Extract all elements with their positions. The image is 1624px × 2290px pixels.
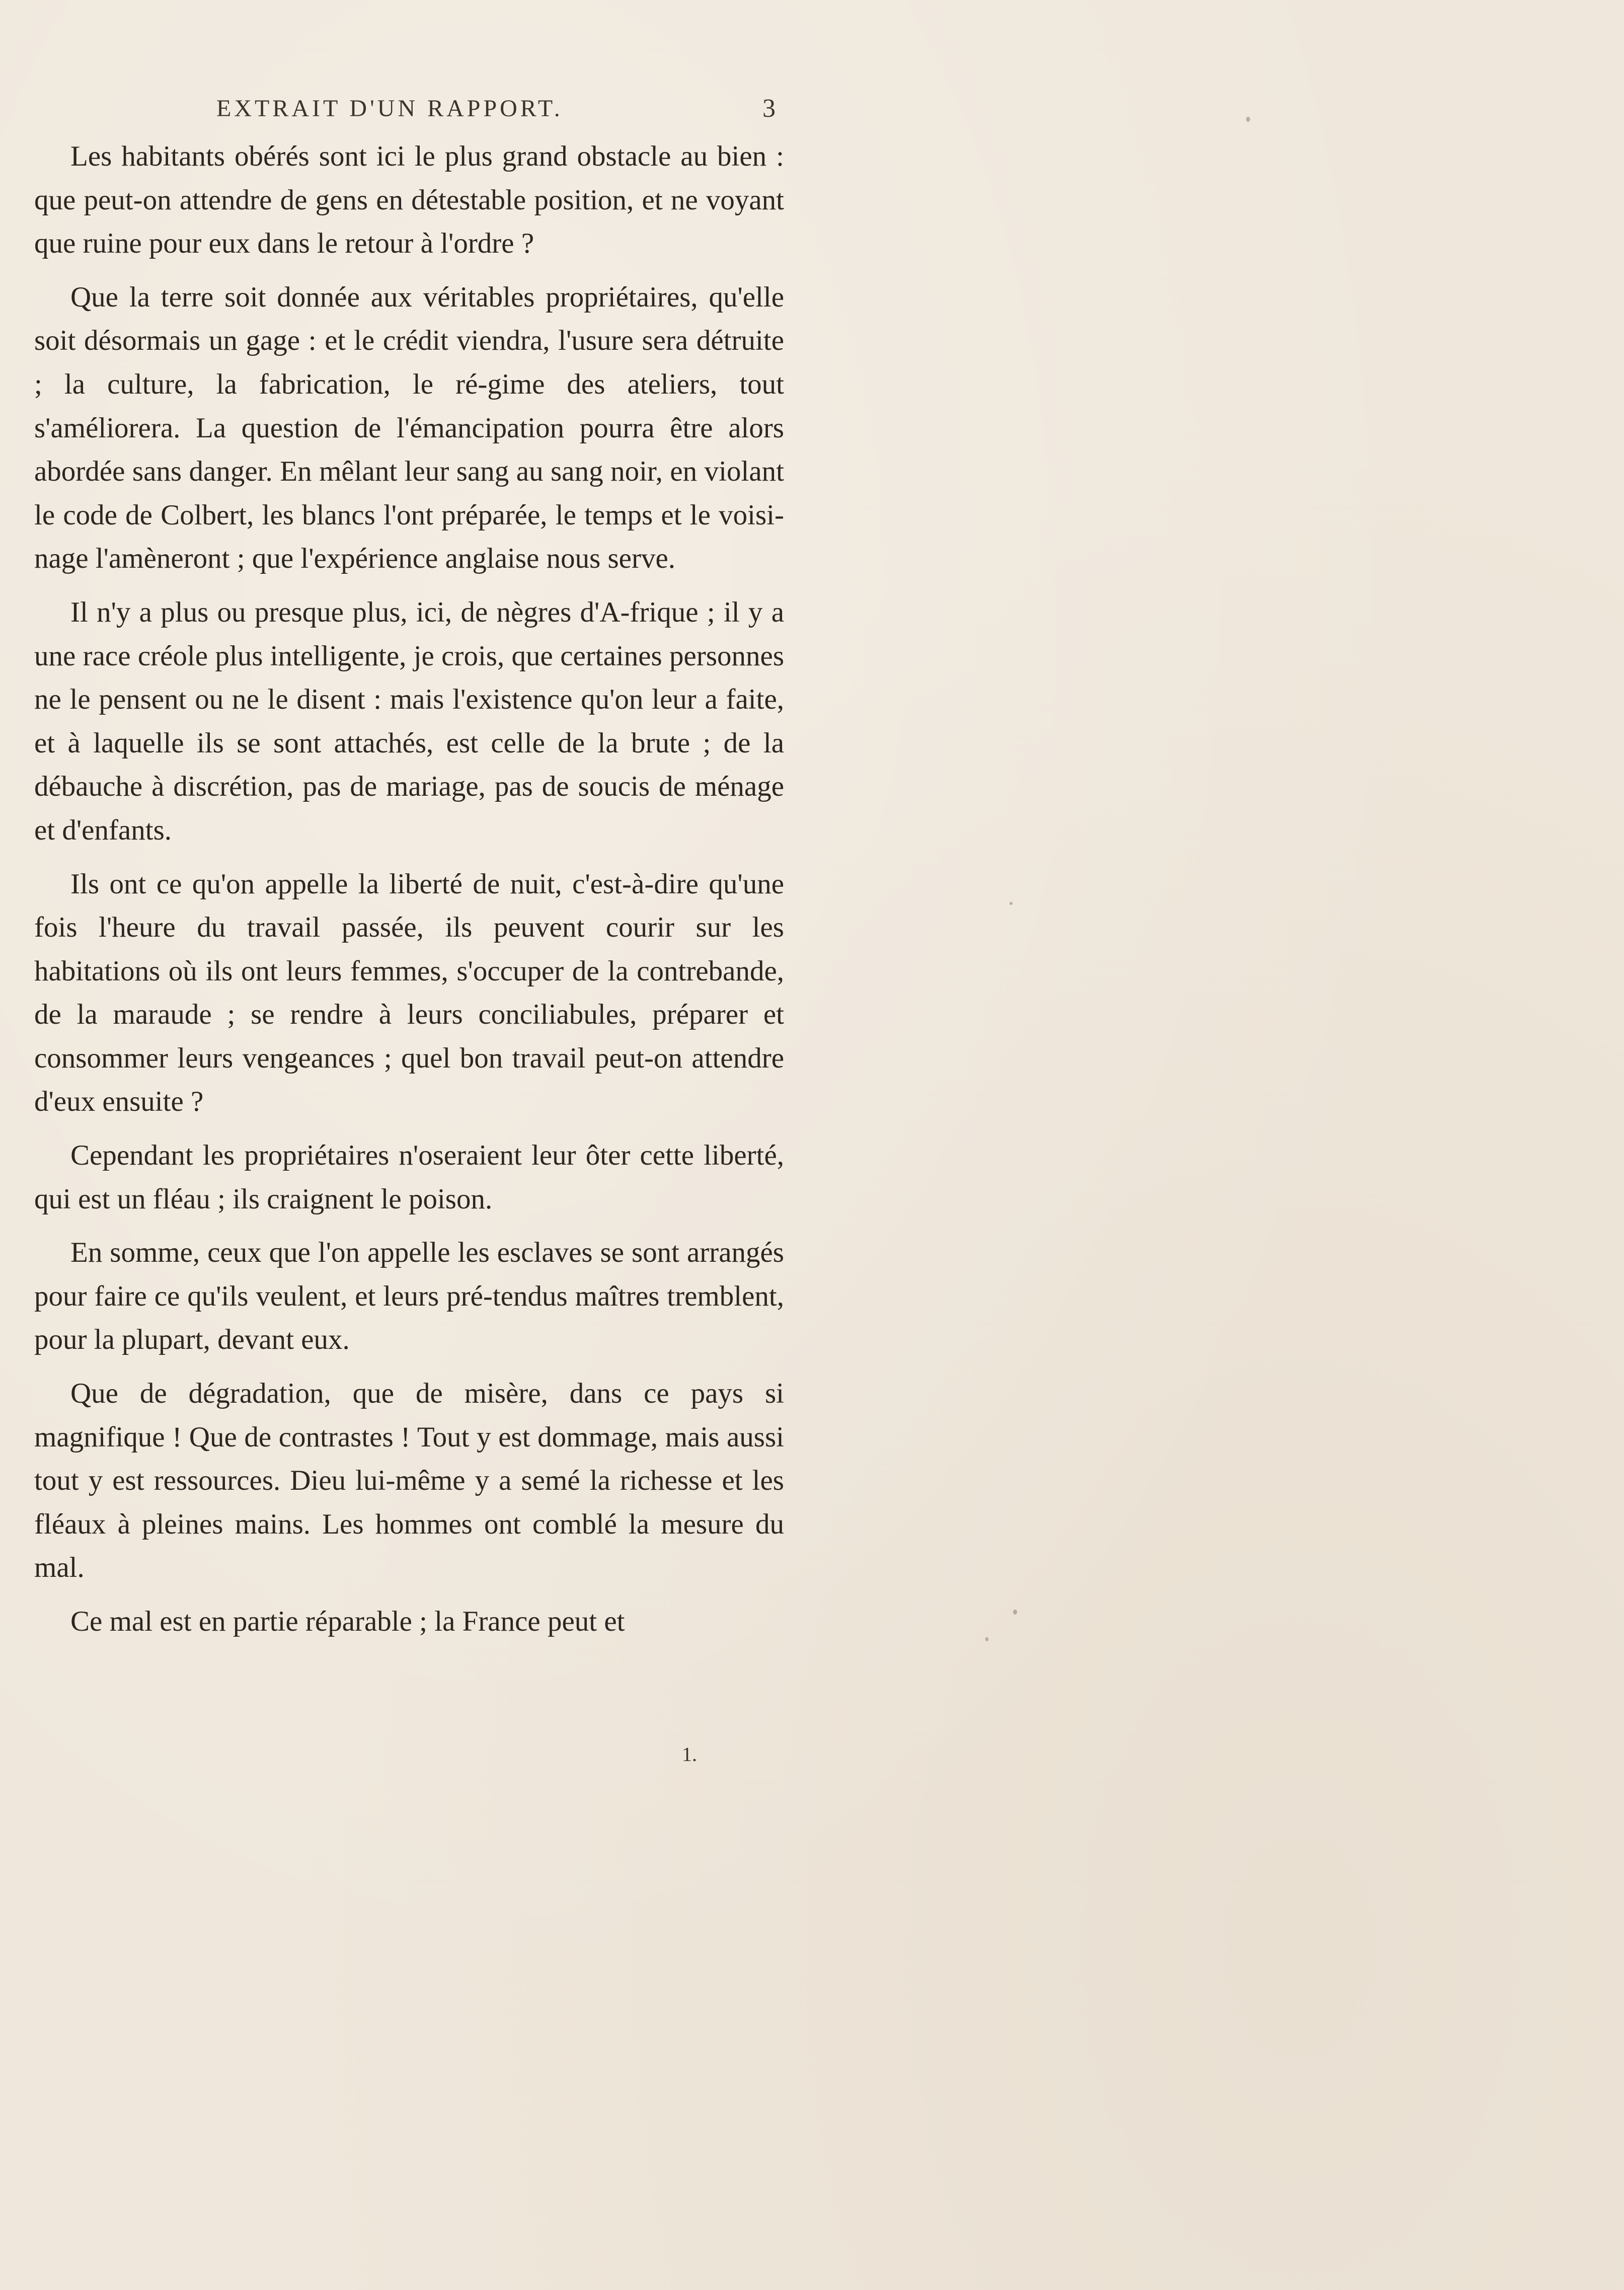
paragraph: Que la terre soit donnée aux véritables propriétaires, qu'elle soit désormais un gage : et le crédit viendra, l'usure sera détruite ; la culture, la fabrication, le ré-gime des ateliers, tout s'améliorera. La question de l'émancipation pourra être alors abordée sans danger. En mêlant leur sang au sang noir, en violant le code de Colbert, les blancs l'ont préparée, le temps et le voisi-nage l'amèneront ; que l'expérience anglaise nous serve. bbox=[34, 281, 784, 575]
page-number: 3 bbox=[762, 94, 776, 123]
paper-speck bbox=[985, 1637, 988, 1641]
paragraph: Il n'y a plus ou presque plus, ici, de nègres d'A-frique ; il y a une race créole plus intelligente, je crois, que certaines personnes ne le pensent ou ne le disent : mais l'existence qu'on leur a faite, et à laquelle ils se sont attachés, est celle de la brute ; de la débauche à discrétion, pas de mariage, pas de soucis de ménage et d'enfants. bbox=[34, 596, 784, 846]
paper-speck bbox=[1010, 902, 1013, 905]
signature-mark: 1. bbox=[682, 1743, 697, 1766]
paper-speck bbox=[1013, 1610, 1017, 1615]
running-head: EXTRAIT D'UN RAPPORT. bbox=[216, 95, 563, 122]
body-text bbox=[34, 135, 784, 1654]
paragraph: Que de dégradation, que de misère, dans ce pays si magnifique ! Que de contrastes ! Tout y est dommage, mais aussi tout y est ressources. Dieu lui-même y a semé la richesse et les fléaux à pleines mains. Les hommes ont comblé la mesure du mal. bbox=[34, 1378, 784, 1584]
paragraph: Ce mal est en partie réparable ; la France peut et bbox=[70, 1606, 625, 1637]
paragraph: Ils ont ce qu'on appelle la liberté de nuit, c'est-à-dire qu'une fois l'heure du travail passée, ils peuvent courir sur les habitations où ils ont leurs femmes, s'occuper de la contrebande, de la maraude ; se rendre à leurs conciliabules, préparer et consommer leurs vengeances ; quel bon travail peut-on attendre d'eux ensuite ? bbox=[34, 868, 784, 1118]
paragraph: Cependant les propriétaires n'oseraient leur ôter cette liberté, qui est un fléau ; ils craignent le poison. bbox=[34, 1139, 784, 1215]
paragraph: En somme, ceux que l'on appelle les esclaves se sont arrangés pour faire ce qu'ils veulent, et leurs pré-tendus maîtres tremblent, pour la plupart, devant eux. bbox=[34, 1237, 784, 1356]
paper-speck bbox=[1246, 117, 1250, 122]
paragraph: Les habitants obérés sont ici le plus grand obstacle au bien : que peut-on attendre de gens en détestable position, et ne voyant que ruine pour eux dans le retour à l'ordre ? bbox=[34, 140, 784, 260]
